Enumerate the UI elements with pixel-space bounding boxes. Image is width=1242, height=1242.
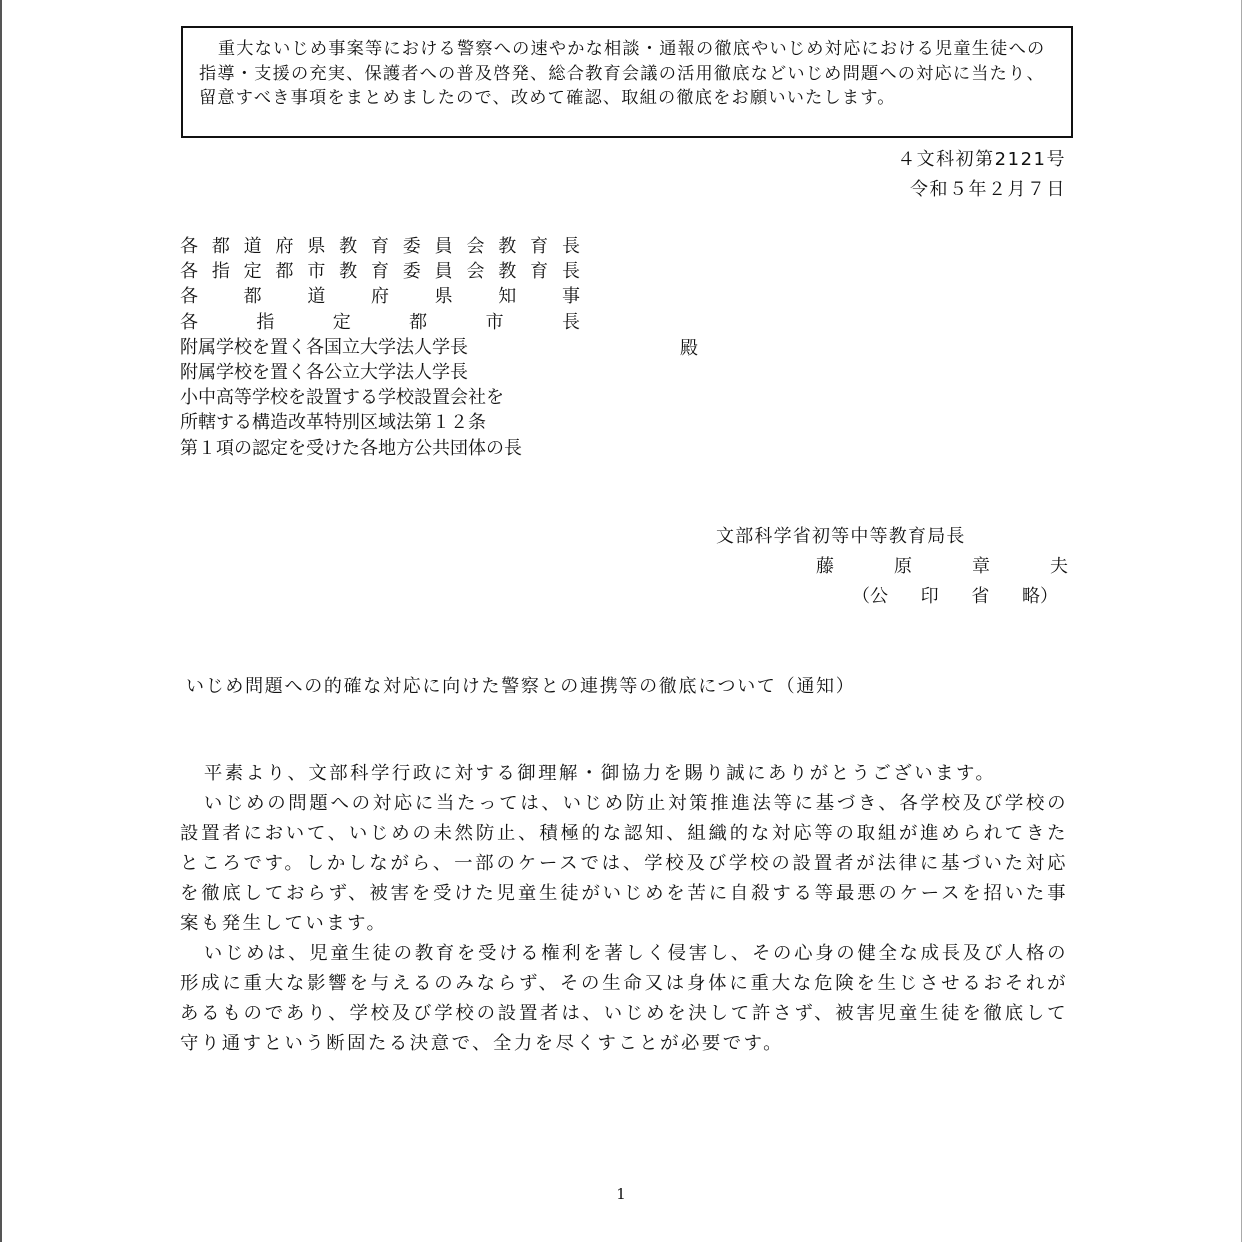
honorific: 殿: [680, 338, 698, 359]
addressee-list: [180, 234, 580, 461]
page-number: 1: [616, 1185, 626, 1203]
body-paragraph: いじめは、児童生徒の教育を受ける権利を著しく侵害し、その心身の健全な成長及び人格の形成に重大な影響を与えるのみならず、その生命又は身体に重大な危険を生じさせるおそれがあるものであり、学校及び学校の設置者は、いじめを決して許さず、被害児童生徒を徹底して守り通すという断固たる決意で、全力を尽くすことが必要です。: [180, 943, 1068, 1054]
addressee-char: 員: [434, 261, 453, 283]
sender-name-char: 章: [972, 556, 990, 577]
addressee-line: [180, 310, 580, 335]
seal-note-part: （公: [852, 586, 888, 607]
document-number: ４文科初第2121号: [897, 149, 1066, 170]
document-date: 令和５年２月７日: [910, 179, 1066, 200]
notice-box: [181, 26, 1073, 138]
addressee-char: 都: [409, 311, 428, 333]
addressee-char: 教: [498, 236, 517, 257]
addressee-char: 市: [307, 261, 326, 283]
addressee-line: 小中高等学校を設置する学校設置会社を: [180, 387, 504, 409]
addressee-char: 育: [370, 236, 389, 257]
addressee-char: 会: [466, 236, 485, 257]
sender-name-char: 夫: [1050, 556, 1068, 577]
addressee-char: 育: [370, 261, 389, 283]
body-paragraph: いじめの問題への対応に当たっては、いじめ防止対策推進法等に基づき、各学校及び学校の設置者において、いじめの未然防止、積極的な認知、組織的な対応等の取組が進められてきたところです。しかしながら、一部のケースでは、学校及び学校の設置者が法律に基づいた対応を徹底しておらず、被害を受けた児童生徒がいじめを苦に自殺する等最悪のケースを招いた事案も発生しています。: [180, 793, 1068, 934]
addressee-char: 各: [180, 261, 198, 283]
addressee-char: 指: [211, 261, 230, 283]
addressee-char: 教: [498, 261, 517, 283]
addressee-char: 長: [561, 236, 580, 257]
seal-omitted-note: [852, 582, 1058, 608]
addressee-line: [180, 284, 580, 309]
addressee-char: 都: [275, 261, 294, 283]
addressee-line: 附属学校を置く各国立大学法人学長: [180, 336, 468, 358]
addressee-char: 県: [434, 286, 453, 308]
seal-note-part: 印: [920, 586, 939, 607]
addressee-char: 各: [180, 311, 198, 333]
page-left-border: [0, 0, 2, 1242]
addressee-char: 都: [211, 236, 230, 257]
addressee-char: 道: [307, 286, 326, 308]
addressee-char: 定: [332, 311, 351, 333]
addressee-char: 委: [402, 236, 421, 257]
document-subject: いじめ問題への的確な対応に向けた警察との連携等の徹底について（通知）: [186, 676, 856, 697]
addressee-char: 長: [561, 311, 580, 333]
addressee-line: 附属学校を置く各公立大学法人学長: [180, 361, 468, 383]
addressee-char: 指: [256, 311, 275, 333]
addressee-char: 教: [339, 261, 358, 283]
addressee-char: 府: [275, 236, 294, 257]
addressee-char: 県: [307, 236, 326, 257]
seal-note-part: 省: [971, 586, 990, 607]
addressee-line: 第１項の認定を受けた各地方公共団体の長: [180, 437, 522, 459]
sender-name: [816, 552, 1068, 578]
addressee-char: 府: [370, 286, 389, 308]
addressee-line: [180, 259, 580, 284]
addressee-char: 定: [243, 261, 262, 283]
addressee-char: 委: [402, 261, 421, 283]
addressee-char: 各: [180, 286, 198, 308]
addressee-char: 各: [180, 236, 198, 257]
sender-name-char: 藤: [816, 556, 834, 577]
addressee-char: 育: [530, 236, 549, 257]
seal-note-part: 略）: [1021, 586, 1058, 607]
document-body: [180, 759, 1068, 1059]
sender-organization: 文部科学省初等中等教育局長: [716, 526, 966, 547]
addressee-char: 教: [339, 236, 358, 257]
addressee-char: 道: [243, 236, 262, 257]
notice-text: 重大ないじめ事案等における警察への速やかな相談・通報の徹底やいじめ対応における児童生徒への指導・支援の充実、保護者への普及啓発、総合教育会議の活用徹底などいじめ問題への対応に当たり、留意すべき事項をまとめましたので、改めて確認、取組の徹底をお願いいたします。: [199, 39, 1046, 108]
addressee-char: 会: [466, 261, 485, 283]
body-paragraph: 平素より、文部科学行政に対する御理解・御協力を賜り誠にありがとうございます。: [203, 763, 997, 784]
addressee-char: 長: [561, 261, 580, 283]
addressee-line: [180, 234, 580, 259]
addressee-char: 都: [243, 286, 262, 308]
addressee-char: 知: [498, 286, 517, 308]
addressee-char: 市: [485, 311, 504, 333]
addressee-char: 育: [530, 261, 549, 283]
addressee-line: 所轄する構造改革特別区域法第１２条: [180, 412, 486, 434]
sender-name-char: 原: [894, 556, 912, 577]
addressee-char: 員: [434, 236, 453, 257]
addressee-char: 事: [561, 286, 580, 308]
